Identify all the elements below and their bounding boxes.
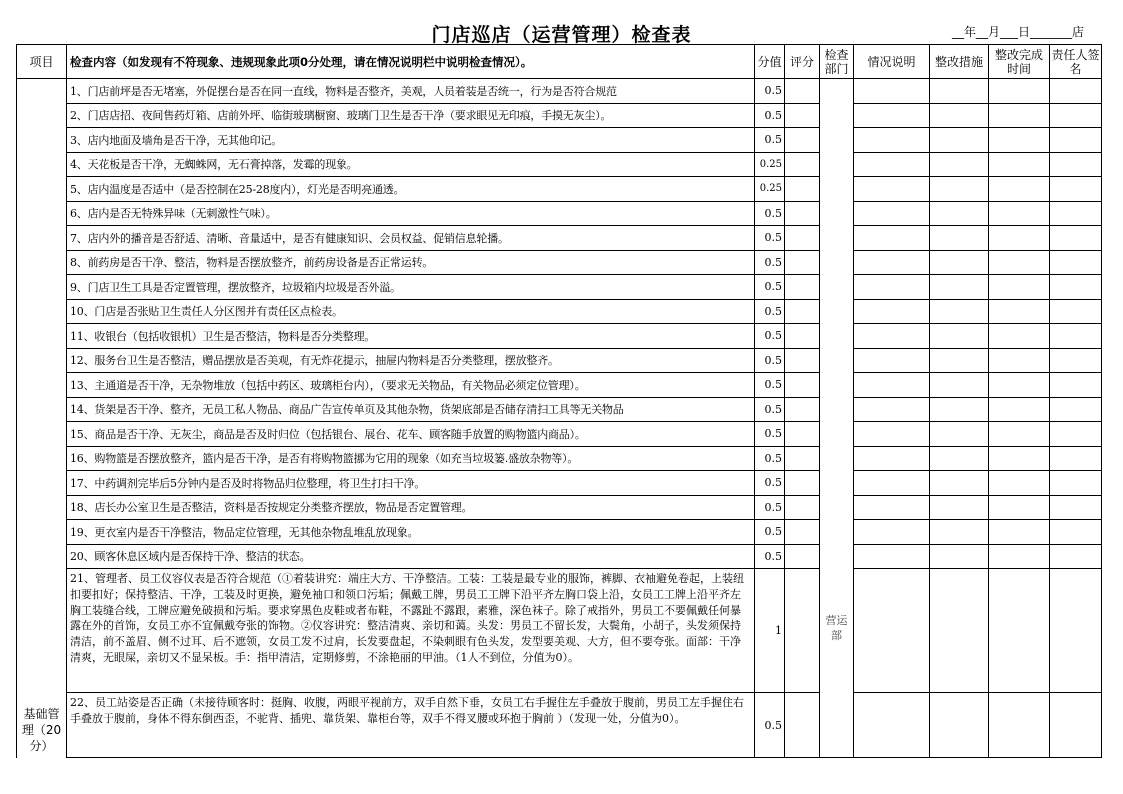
measure-cell[interactable] — [930, 569, 989, 693]
check-content: 16、购物篮是否摆放整齐，篮内是否干净，是否有将购物篮挪为它用的现象（如充当垃圾篓.盛放杂物等）。 — [67, 446, 755, 471]
measure-cell[interactable] — [930, 226, 989, 251]
situation-cell[interactable] — [854, 544, 930, 569]
situation-cell[interactable] — [854, 299, 930, 324]
table-row — [17, 495, 1102, 520]
responsible-cell[interactable] — [1050, 250, 1102, 275]
situation-cell[interactable] — [854, 348, 930, 373]
finish-time-cell[interactable] — [989, 446, 1050, 471]
responsible-cell[interactable] — [1050, 397, 1102, 422]
responsible-cell[interactable] — [1050, 324, 1102, 349]
situation-cell[interactable] — [854, 693, 930, 758]
score-value: 0.5 — [755, 348, 785, 373]
finish-time-cell[interactable] — [989, 422, 1050, 447]
score-value: 0.5 — [755, 544, 785, 569]
table-row — [17, 422, 1102, 447]
table-row — [17, 397, 1102, 422]
rating-cell[interactable] — [785, 544, 820, 569]
score-value: 0.5 — [755, 201, 785, 226]
finish-time-cell[interactable] — [989, 152, 1050, 177]
situation-cell[interactable] — [854, 201, 930, 226]
inspection-table — [16, 44, 1102, 758]
rating-cell[interactable] — [785, 79, 820, 104]
rating-cell[interactable] — [785, 397, 820, 422]
check-content: 15、商品是否干净、无灰尘，商品是否及时归位（包括银台、展台、花车、顾客随手放置的购物篮内商品）。 — [67, 422, 755, 447]
situation-cell[interactable] — [854, 520, 930, 545]
header-dept: 检查部门 — [820, 45, 854, 79]
check-content: 17、中药调剂完毕后5分钟内是否及时将物品归位整理，将卫生打扫干净。 — [67, 471, 755, 496]
check-content: 22、员工站姿是否正确（未接待顾客时：挺胸、收腹，两眼平视前方，双手自然下垂，女员工右手握住左手叠放于腹前，男员工左手握住右手叠放于腹前，身体不得东倒西歪，不驼背、插兜、靠货架、靠柜台等，双手不得叉腰或环抱于胸前 ）（发现一处，分值为0）。 — [67, 693, 755, 758]
score-value: 0.5 — [755, 79, 785, 104]
responsible-cell[interactable] — [1050, 226, 1102, 251]
check-content: 8、前药房是否干净、整洁，物料是否摆放整齐，前药房设备是否正常运转。 — [67, 250, 755, 275]
measure-cell[interactable] — [930, 495, 989, 520]
score-value: 1 — [755, 569, 785, 693]
measure-cell[interactable] — [930, 177, 989, 202]
measure-cell[interactable] — [930, 201, 989, 226]
finish-time-cell[interactable] — [989, 79, 1050, 104]
finish-time-cell[interactable] — [989, 103, 1050, 128]
table-row — [17, 226, 1102, 251]
check-content: 7、店内外的播音是否舒适、清晰、音量适中，是否有健康知识、会员权益、促销信息轮播。 — [67, 226, 755, 251]
situation-cell[interactable] — [854, 128, 930, 153]
measure-cell[interactable] — [930, 299, 989, 324]
check-content: 14、货架是否干净、整齐，无员工私人物品、商品广告宣传单页及其他杂物，货架底部是否储存清扫工具等无关物品 — [67, 397, 755, 422]
situation-cell[interactable] — [854, 397, 930, 422]
measure-cell[interactable] — [930, 152, 989, 177]
table-row — [17, 103, 1102, 128]
responsible-cell[interactable] — [1050, 446, 1102, 471]
responsible-cell[interactable] — [1050, 373, 1102, 398]
measure-cell[interactable] — [930, 471, 989, 496]
measure-cell[interactable] — [930, 348, 989, 373]
check-content: 11、收银台（包括收银机）卫生是否整洁，物料是否分类整理。 — [67, 324, 755, 349]
score-value: 0.5 — [755, 275, 785, 300]
score-value: 0.5 — [755, 471, 785, 496]
responsible-cell[interactable] — [1050, 299, 1102, 324]
responsible-cell[interactable] — [1050, 520, 1102, 545]
finish-time-cell[interactable] — [989, 324, 1050, 349]
finish-time-cell[interactable] — [989, 128, 1050, 153]
header-rating: 评分 — [785, 45, 820, 79]
responsible-cell[interactable] — [1050, 693, 1102, 758]
measure-cell[interactable] — [930, 446, 989, 471]
responsible-cell[interactable] — [1050, 79, 1102, 104]
check-content: 20、顾客休息区域内是否保持干净、整洁的状态。 — [67, 544, 755, 569]
situation-cell[interactable] — [854, 79, 930, 104]
measure-cell[interactable] — [930, 128, 989, 153]
table-row — [17, 348, 1102, 373]
finish-time-cell[interactable] — [989, 348, 1050, 373]
rating-cell[interactable] — [785, 495, 820, 520]
score-value: 0.5 — [755, 373, 785, 398]
situation-cell[interactable] — [854, 373, 930, 398]
finish-time-cell[interactable] — [989, 250, 1050, 275]
responsible-cell[interactable] — [1050, 177, 1102, 202]
date-store-line: __年__月___日_______店 — [952, 25, 1085, 39]
rating-cell[interactable] — [785, 693, 820, 758]
score-value: 0.5 — [755, 250, 785, 275]
score-value: 0.5 — [755, 520, 785, 545]
rating-cell[interactable] — [785, 324, 820, 349]
header-row — [17, 45, 1102, 79]
situation-cell[interactable] — [854, 250, 930, 275]
rating-cell[interactable] — [785, 569, 820, 693]
measure-cell[interactable] — [930, 373, 989, 398]
rating-cell[interactable] — [785, 471, 820, 496]
header-responsible: 责任人签名 — [1050, 45, 1102, 79]
table-row — [17, 152, 1102, 177]
score-value: 0.25 — [755, 177, 785, 202]
finish-time-cell[interactable] — [989, 471, 1050, 496]
responsible-cell[interactable] — [1050, 569, 1102, 693]
check-content: 5、店内温度是否适中（是否控制在25-28度内），灯光是否明亮通透。 — [67, 177, 755, 202]
header-content: 检查内容（如发现有不符现象、违规现象此项0分处理，请在情况说明栏中说明检查情况）。 — [67, 45, 755, 79]
measure-cell[interactable] — [930, 275, 989, 300]
responsible-cell[interactable] — [1050, 201, 1102, 226]
rating-cell[interactable] — [785, 520, 820, 545]
rating-cell[interactable] — [785, 422, 820, 447]
check-content: 21、管理者、员工仪容仪表是否符合规范（①着装讲究：端庄大方、干净整洁。工装：工装是最专业的服饰，裤脚、衣袖避免卷起，上装纽扣要扣好；保持整洁、干净，工装及时更换，避免袖口和领口污垢；佩戴工牌，男员工工牌下沿平齐左胸口袋上沿，女员工工牌上沿平齐左胸工装缝合线，工牌应避免破损和污垢。要求穿黑色皮鞋或者布鞋，不露趾不露跟，素雅，深色袜子。除了戒指外，男员工不要佩戴任何暴露在外的首饰，女员工亦不宜佩戴夸张的饰物。②仪容讲究：整洁清爽、亲切和蔼。头发：男员工不留长发，大鬓角，小胡子，头发须保持清洁，前不盖眉、侧不过耳、后不遮领，女员工发不过肩，长发要盘起，不染刺眼有色头发，发型要美观、大方，但不要夸张。面部：干净清爽，无眼屎，亲切又不显呆板。手：指甲清洁，定期修剪，不涂艳丽的甲油。（1人不到位，分值为0）。 — [67, 569, 755, 693]
responsible-cell[interactable] — [1050, 275, 1102, 300]
finish-time-cell[interactable] — [989, 544, 1050, 569]
finish-time-cell[interactable] — [989, 520, 1050, 545]
measure-cell[interactable] — [930, 520, 989, 545]
rating-cell[interactable] — [785, 299, 820, 324]
table-row — [17, 569, 1102, 693]
table-row — [17, 299, 1102, 324]
situation-cell[interactable] — [854, 103, 930, 128]
measure-cell[interactable] — [930, 324, 989, 349]
check-content: 6、店内是否无特殊异味（无刺激性气味）。 — [67, 201, 755, 226]
check-content: 12、服务台卫生是否整洁，赠品摆放是否美观，有无炸花提示，抽屉内物料是否分类整理，摆放整齐。 — [67, 348, 755, 373]
finish-time-cell[interactable] — [989, 397, 1050, 422]
department-cell: 营运部 — [820, 79, 854, 758]
score-value: 0.25 — [755, 152, 785, 177]
finish-time-cell[interactable] — [989, 373, 1050, 398]
score-value: 0.5 — [755, 324, 785, 349]
rating-cell[interactable] — [785, 373, 820, 398]
responsible-cell[interactable] — [1050, 103, 1102, 128]
measure-cell[interactable] — [930, 103, 989, 128]
table-row — [17, 471, 1102, 496]
score-value: 0.5 — [755, 693, 785, 758]
rating-cell[interactable] — [785, 103, 820, 128]
score-value: 0.5 — [755, 226, 785, 251]
situation-cell[interactable] — [854, 422, 930, 447]
responsible-cell[interactable] — [1050, 544, 1102, 569]
page-title: 门店巡店（运营管理）检查表 — [431, 24, 692, 46]
score-value: 0.5 — [755, 422, 785, 447]
score-value: 0.5 — [755, 103, 785, 128]
finish-time-cell[interactable] — [989, 226, 1050, 251]
check-content: 19、更衣室内是否干净整洁，物品定位管理，无其他杂物乱堆乱放现象。 — [67, 520, 755, 545]
table-row — [17, 275, 1102, 300]
table-row — [17, 324, 1102, 349]
responsible-cell[interactable] — [1050, 471, 1102, 496]
rating-cell[interactable] — [785, 201, 820, 226]
situation-cell[interactable] — [854, 446, 930, 471]
table-row — [17, 520, 1102, 545]
responsible-cell[interactable] — [1050, 152, 1102, 177]
table-row — [17, 446, 1102, 471]
rating-cell[interactable] — [785, 446, 820, 471]
check-content: 3、店内地面及墙角是否干净，无其他印记。 — [67, 128, 755, 153]
rating-cell[interactable] — [785, 128, 820, 153]
measure-cell[interactable] — [930, 250, 989, 275]
score-value: 0.5 — [755, 495, 785, 520]
responsible-cell[interactable] — [1050, 348, 1102, 373]
measure-cell[interactable] — [930, 422, 989, 447]
check-content: 2、门店店招、夜间售药灯箱、店前外坪、临街玻璃橱窗、玻璃门卫生是否干净（要求眼见无印痕，手摸无灰尘）。 — [67, 103, 755, 128]
finish-time-cell[interactable] — [989, 569, 1050, 693]
header-finish-time: 整改完成时间 — [989, 45, 1050, 79]
table-row — [17, 373, 1102, 398]
situation-cell[interactable] — [854, 471, 930, 496]
measure-cell[interactable] — [930, 397, 989, 422]
table-row — [17, 250, 1102, 275]
table-row — [17, 544, 1102, 569]
table-row — [17, 79, 1102, 104]
table-row — [17, 177, 1102, 202]
rating-cell[interactable] — [785, 152, 820, 177]
rating-cell[interactable] — [785, 348, 820, 373]
situation-cell[interactable] — [854, 275, 930, 300]
rating-cell[interactable] — [785, 250, 820, 275]
responsible-cell[interactable] — [1050, 495, 1102, 520]
table-row — [17, 201, 1102, 226]
score-value: 0.5 — [755, 128, 785, 153]
finish-time-cell[interactable] — [989, 177, 1050, 202]
check-content: 1、门店前坪是否无堵塞，外促摆台是否在同一直线，物料是否整齐，美观，人员着装是否统一，行为是否符合规范 — [67, 79, 755, 104]
situation-cell[interactable] — [854, 177, 930, 202]
check-content: 4、天花板是否干净，无蜘蛛网，无石膏掉落，发霉的现象。 — [67, 152, 755, 177]
table-row — [17, 128, 1102, 153]
category-cell: 基础管理（20分） — [17, 79, 67, 758]
rating-cell[interactable] — [785, 177, 820, 202]
responsible-cell[interactable] — [1050, 422, 1102, 447]
measure-cell[interactable] — [930, 544, 989, 569]
score-value: 0.5 — [755, 299, 785, 324]
rating-cell[interactable] — [785, 226, 820, 251]
situation-cell[interactable] — [854, 324, 930, 349]
situation-cell[interactable] — [854, 226, 930, 251]
header-situation: 情况说明 — [854, 45, 930, 79]
rating-cell[interactable] — [785, 275, 820, 300]
header-item: 项目 — [17, 45, 67, 79]
header-measure: 整改措施 — [930, 45, 989, 79]
responsible-cell[interactable] — [1050, 128, 1102, 153]
finish-time-cell[interactable] — [989, 275, 1050, 300]
finish-time-cell[interactable] — [989, 495, 1050, 520]
score-value: 0.5 — [755, 446, 785, 471]
finish-time-cell[interactable] — [989, 201, 1050, 226]
situation-cell[interactable] — [854, 495, 930, 520]
check-content: 13、主通道是否干净，无杂物堆放（包括中药区、玻璃柜台内），（要求无关物品，有关物品必须定位管理）。 — [67, 373, 755, 398]
situation-cell[interactable] — [854, 152, 930, 177]
finish-time-cell[interactable] — [989, 299, 1050, 324]
score-value: 0.5 — [755, 397, 785, 422]
measure-cell[interactable] — [930, 693, 989, 758]
check-content: 10、门店是否张贴卫生责任人分区图并有责任区点检表。 — [67, 299, 755, 324]
table-row — [17, 693, 1102, 758]
check-content: 18、店长办公室卫生是否整洁，资料是否按规定分类整齐摆放，物品是否定置管理。 — [67, 495, 755, 520]
header-score-value: 分值 — [755, 45, 785, 79]
measure-cell[interactable] — [930, 79, 989, 104]
situation-cell[interactable] — [854, 569, 930, 693]
check-content: 9、门店卫生工具是否定置管理，摆放整齐，垃圾箱内垃圾是否外溢。 — [67, 275, 755, 300]
finish-time-cell[interactable] — [989, 693, 1050, 758]
